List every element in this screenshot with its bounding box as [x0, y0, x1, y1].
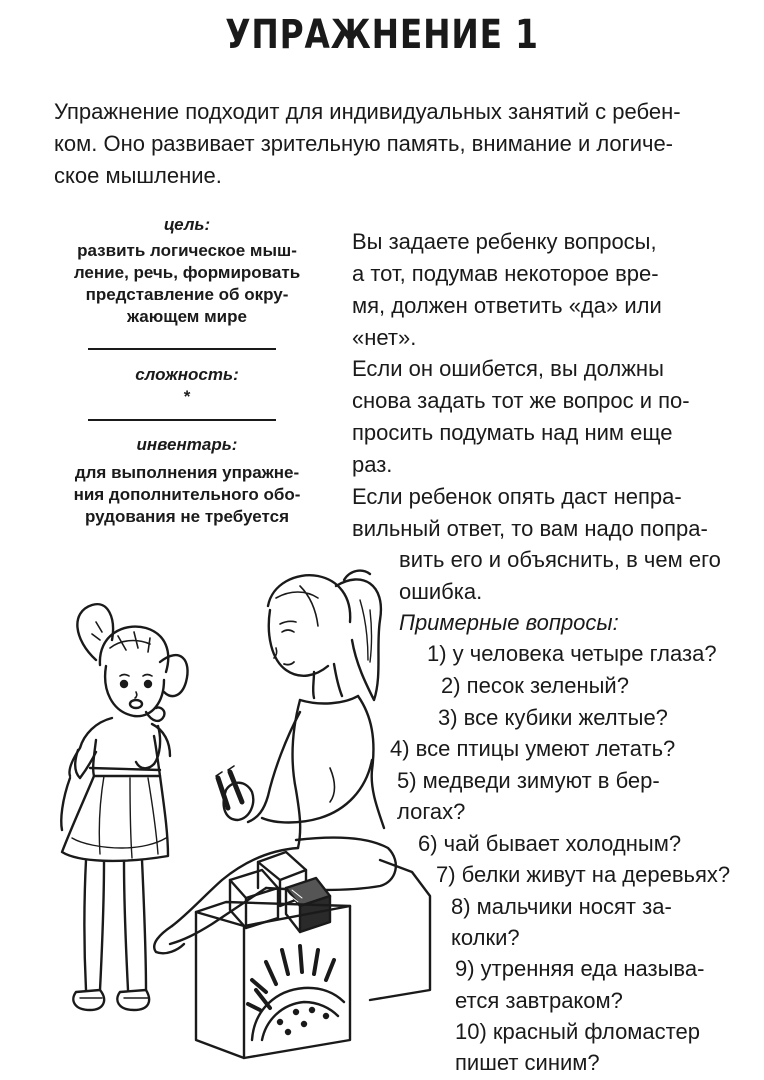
- question-item: 6) чай бывает холодным?: [418, 831, 682, 856]
- questions-heading: Примерные вопросы:: [399, 610, 619, 635]
- goal-label: цель:: [163, 215, 211, 234]
- instruction-line: «нет».: [352, 325, 417, 350]
- goal-line: ление, речь, формировать: [73, 263, 301, 282]
- question-item: пишет синим?: [455, 1050, 600, 1075]
- question-item: 10) красный фломастер: [455, 1019, 700, 1044]
- question-item: 4) все птицы умеют летать?: [390, 736, 676, 761]
- question-item: колки?: [451, 925, 520, 950]
- intro-line: Упражнение подходит для индивидуальных занятий с ребен-: [54, 99, 681, 124]
- question-item: 8) мальчики носят за-: [451, 894, 672, 919]
- instruction-line: просить подумать над ним еще: [352, 420, 673, 445]
- instruction-line: снова задать тот же вопрос и по-: [352, 388, 690, 413]
- inventory-line: рудования не требуется: [84, 507, 289, 526]
- question-item: 1) у человека четыре глаза?: [427, 641, 717, 666]
- instruction-line: Вы задаете ребенку вопросы,: [352, 229, 657, 254]
- instruction-line: вильный ответ, то вам надо попра-: [352, 516, 708, 541]
- difficulty-label: сложность:: [135, 365, 239, 384]
- difficulty-rating: *: [183, 387, 191, 406]
- question-item: 7) белки живут на деревьях?: [436, 862, 731, 887]
- intro-line: ком. Оно развивает зрительную память, внимание и логиче-: [54, 131, 674, 156]
- page-title: УПРАЖНЕНИЕ 1: [225, 12, 539, 58]
- instruction-line: Если ребенок опять даст непра-: [352, 484, 682, 509]
- question-item: 5) медведи зимуют в бер-: [397, 768, 660, 793]
- instruction-line: раз.: [352, 452, 393, 477]
- question-item: 3) все кубики желтые?: [438, 705, 668, 730]
- goal-line: жающем мире: [127, 307, 247, 326]
- inventory-line: ния дополнительного обо-: [73, 485, 301, 504]
- inventory-label: инвентарь:: [136, 435, 238, 454]
- instruction-line: вить его и объяснить, в чем его: [399, 547, 721, 572]
- intro-line: ское мышление.: [54, 163, 222, 188]
- instruction-line: ошибка.: [399, 579, 483, 604]
- question-item: 2) песок зеленый?: [441, 673, 629, 698]
- instruction-line: Если он ошибется, вы должны: [352, 356, 664, 381]
- girl-pigtail: [77, 604, 113, 660]
- goal-line: представление об окру-: [85, 285, 289, 304]
- question-item: 9) утренняя еда называ-: [455, 956, 705, 981]
- goal-line: развить логическое мыш-: [77, 241, 297, 260]
- question-item: логах?: [397, 799, 466, 824]
- girl-figure: [61, 604, 187, 1010]
- inventory-line: для выполнения упражне-: [74, 463, 300, 482]
- instruction-line: мя, должен ответить «да» или: [352, 293, 662, 318]
- question-item: ется завтраком?: [455, 988, 623, 1013]
- instruction-line: а тот, подумав некоторое вре-: [352, 261, 659, 286]
